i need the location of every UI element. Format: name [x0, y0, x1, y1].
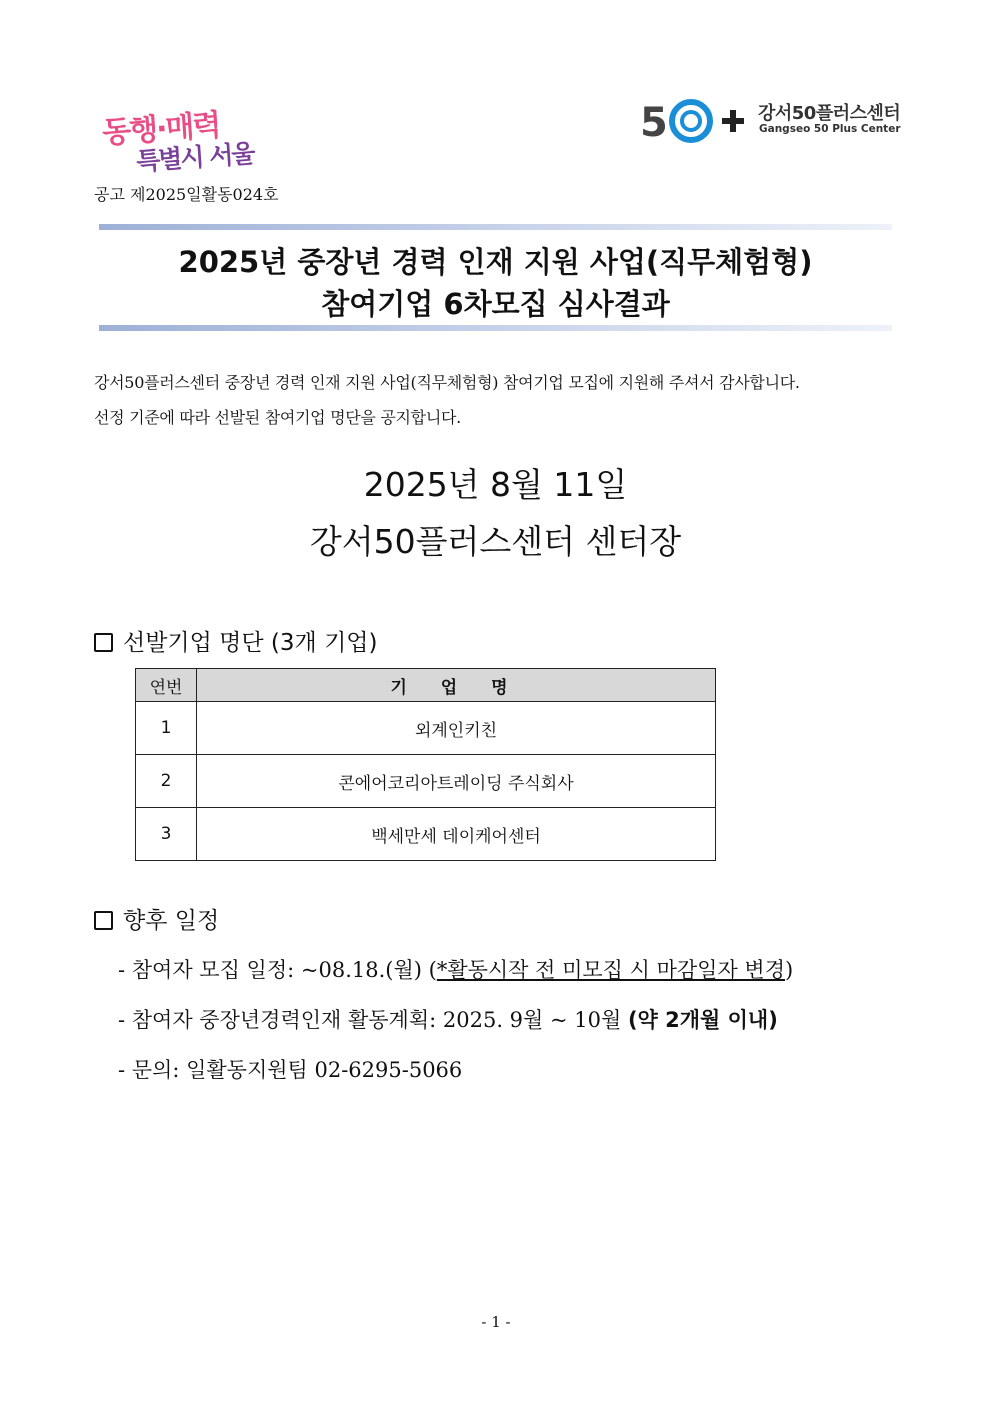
announcement-date: 2025년 8월 11일: [363, 465, 628, 504]
notice-number: 공고 제2025일활동024호: [94, 185, 279, 204]
seoul-slogan-line2: 특별시 서울: [135, 138, 255, 177]
selected-companies-table: [135, 668, 716, 861]
title-top-bar: [99, 224, 892, 230]
schedule-item2-text: - 참여자 중장년경력인재 활동계획: 2025. 9월 ~ 10월: [118, 1008, 628, 1032]
schedule-item1-note: *활동시작 전 미모집 시 마감일자 변경: [436, 958, 785, 982]
document-title-line1: 2025년 중장년 경력 인재 지원 사업(직무체험형): [178, 245, 813, 279]
gangseo-50plus-logo: [640, 94, 910, 148]
table-row: [136, 702, 716, 755]
selected-heading-text: 선발기업 명단 (3개 기업): [123, 630, 378, 656]
document-title-line2: 참여기업 6차모집 심사결과: [321, 287, 670, 321]
schedule-item-recruitment: [118, 954, 793, 984]
title-bottom-bar: [99, 325, 892, 331]
table-row: [136, 808, 716, 861]
row-number: 2: [136, 755, 197, 808]
center-name-ko: 강서50플러스센터: [758, 103, 901, 124]
column-header-number: 연번: [136, 669, 197, 702]
intro-line2: 선정 기준에 따라 선발된 참여기업 명단을 공지합니다.: [94, 408, 461, 427]
company-name: 외계인키친: [197, 702, 716, 755]
intro-line1: 강서50플러스센터 중장년 경력 인재 지원 사업(직무체험형) 참여기업 모집에 지원해 주셔서 감사합니다.: [94, 373, 800, 392]
schedule-item2-duration: (약 2개월 이내): [627, 1008, 778, 1032]
table-row: [136, 755, 716, 808]
page-number: - 1 -: [481, 1313, 511, 1331]
seoul-slogan-logo: [96, 100, 255, 177]
table-header-row: [136, 669, 716, 702]
schedule-item1-text: - 참여자 모집 일정: ~08.18.(월) (: [118, 958, 437, 982]
issuer-name: 강서50플러스센터 센터장: [309, 522, 682, 561]
schedule-heading-text: 향후 일정: [123, 908, 220, 934]
center-name-en: Gangseo 50 Plus Center: [759, 123, 901, 135]
company-name: 백세만세 데이케어센터: [197, 808, 716, 861]
svg-text:5: 5: [640, 100, 668, 146]
checkbox-square-icon: [94, 911, 113, 930]
50plus-mark-icon: [640, 94, 750, 148]
row-number: 1: [136, 702, 197, 755]
schedule-item-contact: - 문의: 일활동지원팀 02-6295-5066: [118, 1058, 463, 1082]
schedule-section-heading: [94, 902, 219, 935]
company-name: 콘에어코리아트레이딩 주식회사: [197, 755, 716, 808]
checkbox-square-icon: [94, 633, 113, 652]
column-header-company: 기 업 명: [197, 669, 716, 702]
selected-section-heading: [94, 624, 377, 657]
seoul-slogan-line1: 동행·매력: [101, 107, 221, 152]
row-number: 3: [136, 808, 197, 861]
schedule-item-activity-plan: [118, 1004, 778, 1034]
schedule-item1-close: ): [784, 958, 794, 982]
